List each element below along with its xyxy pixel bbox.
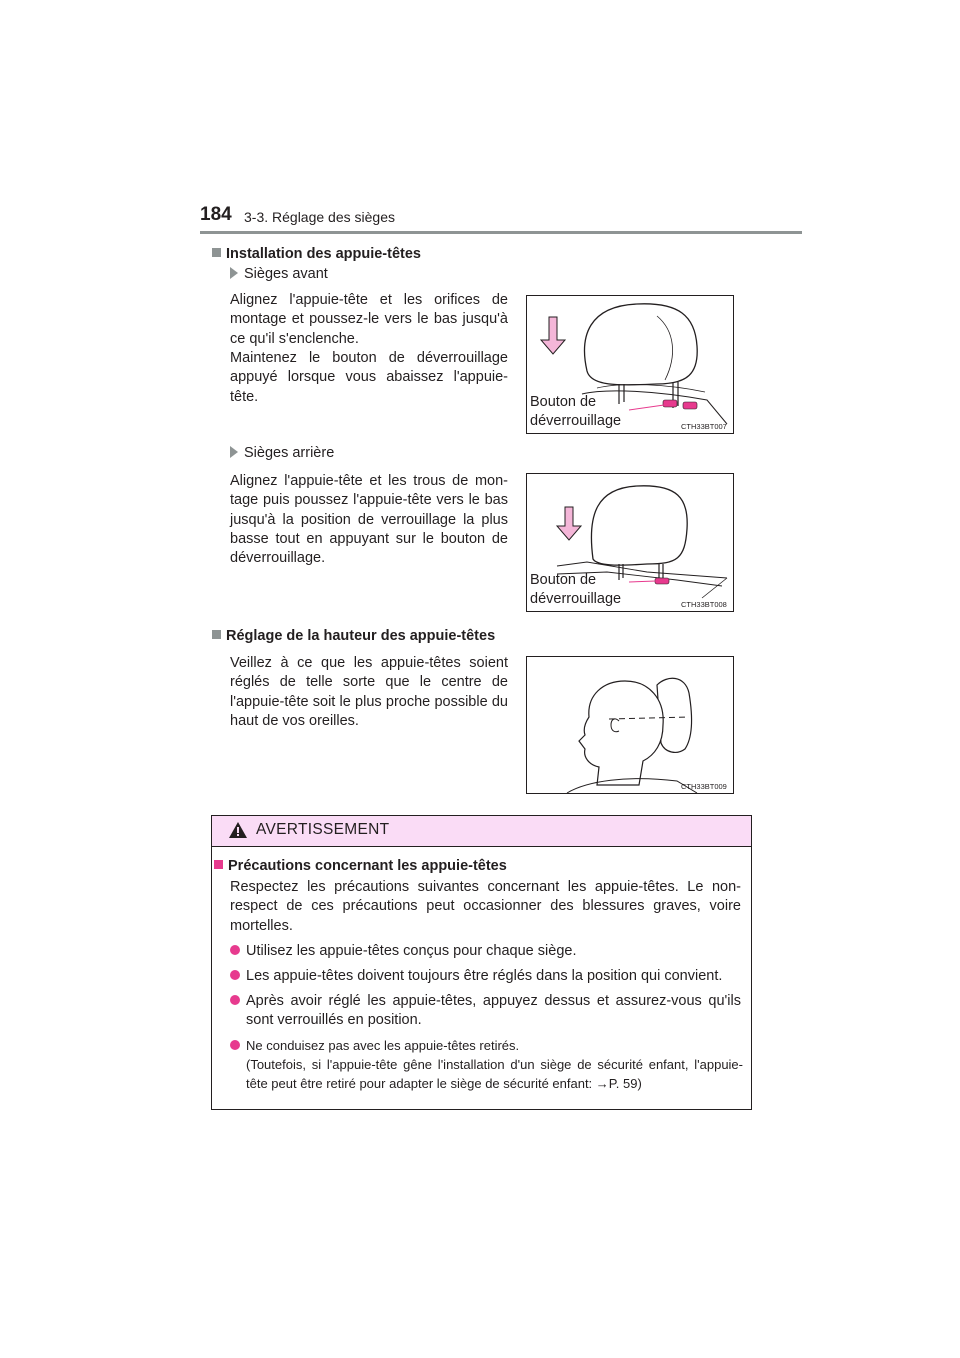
warning-item-text: Utilisez les appuie-têtes conçus pour chaque siège.	[246, 943, 577, 959]
circle-bullet-icon	[230, 1040, 240, 1050]
warning-item-text: Ne conduisez pas avec les appuie-têtes retirés.	[246, 1038, 520, 1053]
front-figure-label-line2: déverrouillage	[530, 413, 622, 429]
warning-item-text: Les appuie-têtes doivent toujours être réglés dans la position qui convient.	[246, 968, 723, 984]
page-number: 184	[200, 204, 232, 225]
head-position-illustration	[527, 657, 733, 793]
rear-seats-text: Alignez l'appuie-tête et les trous de mon-tage puis poussez l'appuie-tête vers le bas jusqu'à la position de verrouillage la plus basse tout en appuyant sur le bouton de déverrouillage.	[230, 473, 508, 567]
install-heading	[212, 246, 421, 262]
front-seats-text: Alignez l'appuie-tête et les orifices de montage et poussez-le vers le bas jusqu'à ce qu'il s'enclenche.	[230, 292, 508, 347]
square-bullet-icon	[212, 630, 221, 639]
head-figure-code: CTH33BT009	[681, 782, 727, 791]
rear-seats-title	[230, 445, 334, 461]
circle-bullet-icon	[230, 970, 240, 980]
rear-figure-code: CTH33BT008	[681, 600, 727, 609]
height-heading	[212, 628, 495, 644]
warning-item-text: Après avoir réglé les appuie-têtes, appuyez dessus et assurez-vous qu'ils sont verrouillés en position.	[246, 993, 741, 1029]
chapter-title: 3-3. Réglage des sièges	[244, 209, 395, 225]
warning-item-bullet	[230, 992, 244, 1011]
rear-figure-label-line1: Bouton de	[530, 572, 597, 588]
warning-item	[230, 967, 755, 986]
warning-header	[212, 816, 751, 847]
triangle-arrow-icon	[230, 267, 238, 279]
circle-bullet-icon	[230, 995, 240, 1005]
height-heading-text: Réglage de la hauteur des appuie-têtes	[226, 628, 496, 644]
front-figure-label-line1: Bouton de	[530, 394, 597, 410]
rear-headrest-figure	[526, 473, 734, 612]
warning-item	[230, 942, 741, 961]
warning-box	[211, 815, 752, 1110]
warning-note: (Toutefois, si l'appuie-tête gêne l'installation d'un siège de sécurité enfant, l'appuie-tête peut être retiré pour adapter le siège de sécurité enfant: →P. 59)	[246, 1057, 743, 1091]
height-text: Veillez à ce que les appuie-têtes soient réglés de telle sorte que le centre de l'appuie-tête soit le plus proche possible du haut de vos oreilles.	[230, 655, 508, 729]
warning-item-bullet	[230, 1036, 244, 1055]
rear-figure-label-line2: déverrouillage	[530, 591, 622, 607]
header-rule	[200, 231, 802, 234]
warning-heading-text: Précautions concernant les appuie-têtes	[228, 858, 507, 874]
front-seats-title	[230, 266, 328, 282]
square-bullet-icon	[214, 860, 223, 869]
warning-triangle-icon	[228, 821, 248, 839]
rear-seats-label: Sièges arrière	[244, 445, 335, 461]
square-bullet-icon	[212, 248, 221, 257]
front-seats-label: Sièges avant	[244, 266, 328, 282]
warning-heading	[214, 858, 507, 874]
warning-title: AVERTISSEMENT	[256, 821, 390, 838]
front-headrest-figure	[526, 295, 734, 434]
triangle-arrow-icon	[230, 446, 238, 458]
warning-intro: Respectez les précautions suivantes concernant les appuie-têtes. Le non-respect de ces précautions peut occasionner des blessures graves, voire mortelles.	[230, 879, 741, 934]
circle-bullet-icon	[230, 945, 240, 955]
front-seats-text-2: Maintenez le bouton de déverrouillage appuyé lorsque vous abaissez l'appuie-tête.	[230, 350, 508, 405]
front-figure-code: CTH33BT007	[681, 422, 727, 431]
install-heading-text: Installation des appuie-têtes	[226, 246, 421, 262]
head-position-figure	[526, 656, 734, 794]
